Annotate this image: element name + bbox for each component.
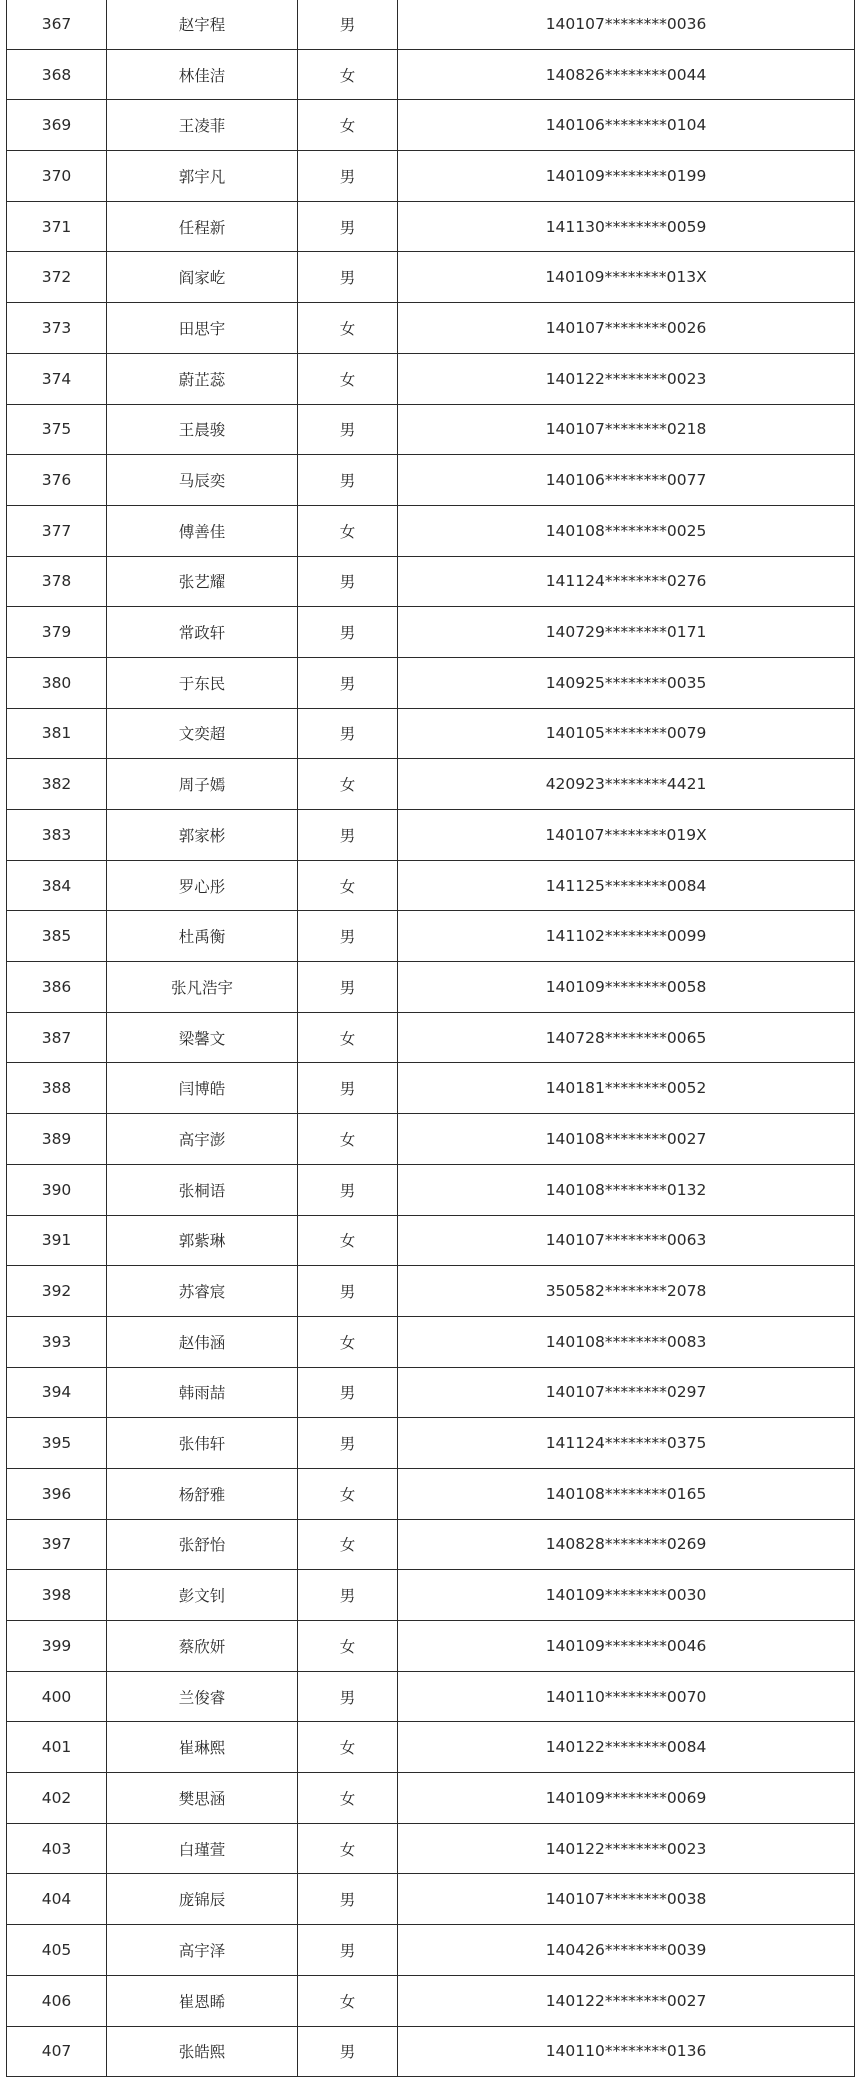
- student-name-cell: 于东民: [107, 657, 298, 708]
- row-number-cell: 397: [7, 1519, 107, 1570]
- table-row: [7, 404, 855, 455]
- row-number-cell: 382: [7, 759, 107, 810]
- table-row: [7, 810, 855, 861]
- gender-cell: 女: [298, 1215, 398, 1266]
- student-name-cell: 高宇泽: [107, 1925, 298, 1976]
- id-number-cell: 350582********2078: [398, 1266, 855, 1317]
- student-name-cell: 常政轩: [107, 607, 298, 658]
- id-number-cell: 140107********0218: [398, 404, 855, 455]
- student-name-cell: 庞锦辰: [107, 1874, 298, 1925]
- gender-cell: 男: [298, 911, 398, 962]
- gender-cell: 女: [298, 1519, 398, 1570]
- gender-cell: 女: [298, 1114, 398, 1165]
- table-row: [7, 1114, 855, 1165]
- student-name-cell: 马辰奕: [107, 455, 298, 506]
- row-number-cell: 402: [7, 1773, 107, 1824]
- id-number-cell: 140426********0039: [398, 1925, 855, 1976]
- gender-cell: 男: [298, 1925, 398, 1976]
- gender-cell: 男: [298, 708, 398, 759]
- table-row: [7, 1519, 855, 1570]
- id-number-cell: 141124********0276: [398, 556, 855, 607]
- gender-cell: 男: [298, 252, 398, 303]
- student-name-cell: 崔恩睎: [107, 1975, 298, 2026]
- table-row: [7, 303, 855, 354]
- gender-cell: 女: [298, 353, 398, 404]
- student-name-cell: 张凡浩宇: [107, 962, 298, 1013]
- student-name-cell: 郭紫琳: [107, 1215, 298, 1266]
- gender-cell: 女: [298, 49, 398, 100]
- row-number-cell: 374: [7, 353, 107, 404]
- gender-cell: 男: [298, 556, 398, 607]
- id-number-cell: 140109********0199: [398, 151, 855, 202]
- id-number-cell: 140109********0046: [398, 1621, 855, 1672]
- table-row: [7, 252, 855, 303]
- gender-cell: 女: [298, 1316, 398, 1367]
- id-number-cell: 140107********0063: [398, 1215, 855, 1266]
- table-row: [7, 1215, 855, 1266]
- id-number-cell: 140109********013X: [398, 252, 855, 303]
- gender-cell: 女: [298, 759, 398, 810]
- gender-cell: 女: [298, 1975, 398, 2026]
- table-row: [7, 1621, 855, 1672]
- gender-cell: 男: [298, 1671, 398, 1722]
- id-number-cell: 140107********0036: [398, 0, 855, 49]
- student-name-cell: 赵宇程: [107, 0, 298, 49]
- row-number-cell: 376: [7, 455, 107, 506]
- row-number-cell: 380: [7, 657, 107, 708]
- table-row: [7, 1367, 855, 1418]
- gender-cell: 女: [298, 100, 398, 151]
- table-row: [7, 1874, 855, 1925]
- student-name-cell: 周子嫣: [107, 759, 298, 810]
- id-number-cell: 140108********0027: [398, 1114, 855, 1165]
- student-name-cell: 梁馨文: [107, 1012, 298, 1063]
- id-number-cell: 140108********0132: [398, 1164, 855, 1215]
- student-name-cell: 杨舒雅: [107, 1468, 298, 1519]
- row-number-cell: 406: [7, 1975, 107, 2026]
- row-number-cell: 400: [7, 1671, 107, 1722]
- table-row: [7, 1164, 855, 1215]
- id-number-cell: 140108********0165: [398, 1468, 855, 1519]
- table-row: [7, 100, 855, 151]
- student-name-cell: 阎家屹: [107, 252, 298, 303]
- row-number-cell: 392: [7, 1266, 107, 1317]
- gender-cell: 男: [298, 1266, 398, 1317]
- gender-cell: 男: [298, 962, 398, 1013]
- student-name-cell: 白瑾萱: [107, 1823, 298, 1874]
- row-number-cell: 383: [7, 810, 107, 861]
- student-name-cell: 兰俊睿: [107, 1671, 298, 1722]
- id-number-cell: 140122********0023: [398, 353, 855, 404]
- row-number-cell: 368: [7, 49, 107, 100]
- row-number-cell: 399: [7, 1621, 107, 1672]
- row-number-cell: 403: [7, 1823, 107, 1874]
- row-number-cell: 388: [7, 1063, 107, 1114]
- student-name-cell: 罗心彤: [107, 860, 298, 911]
- table-row: [7, 505, 855, 556]
- gender-cell: 男: [298, 201, 398, 252]
- id-number-cell: 420923********4421: [398, 759, 855, 810]
- gender-cell: 男: [298, 455, 398, 506]
- student-name-cell: 任程新: [107, 201, 298, 252]
- table-row: [7, 455, 855, 506]
- table-row: [7, 708, 855, 759]
- row-number-cell: 391: [7, 1215, 107, 1266]
- table-row: [7, 2026, 855, 2077]
- id-number-cell: 140107********0026: [398, 303, 855, 354]
- row-number-cell: 407: [7, 2026, 107, 2077]
- id-number-cell: 140110********0070: [398, 1671, 855, 1722]
- id-number-cell: 141124********0375: [398, 1418, 855, 1469]
- id-number-cell: 140108********0083: [398, 1316, 855, 1367]
- student-name-cell: 田思宇: [107, 303, 298, 354]
- row-number-cell: 371: [7, 201, 107, 252]
- table-row: [7, 607, 855, 658]
- student-name-cell: 樊思涵: [107, 1773, 298, 1824]
- table-row: [7, 1925, 855, 1976]
- table-row: [7, 759, 855, 810]
- table-row: [7, 657, 855, 708]
- row-number-cell: 384: [7, 860, 107, 911]
- row-number-cell: 394: [7, 1367, 107, 1418]
- gender-cell: 男: [298, 1164, 398, 1215]
- table-row: [7, 962, 855, 1013]
- id-number-cell: 140106********0104: [398, 100, 855, 151]
- table-row: [7, 1266, 855, 1317]
- gender-cell: 男: [298, 1367, 398, 1418]
- table-row: [7, 860, 855, 911]
- table-row: [7, 1468, 855, 1519]
- table-row: [7, 1012, 855, 1063]
- gender-cell: 女: [298, 1621, 398, 1672]
- student-name-cell: 张桐语: [107, 1164, 298, 1215]
- gender-cell: 男: [298, 657, 398, 708]
- gender-cell: 男: [298, 1570, 398, 1621]
- student-name-cell: 林佳洁: [107, 49, 298, 100]
- gender-cell: 女: [298, 1012, 398, 1063]
- student-name-cell: 高宇澎: [107, 1114, 298, 1165]
- gender-cell: 男: [298, 607, 398, 658]
- table-row: [7, 1418, 855, 1469]
- row-number-cell: 401: [7, 1722, 107, 1773]
- id-number-cell: 140105********0079: [398, 708, 855, 759]
- student-name-cell: 文奕超: [107, 708, 298, 759]
- row-number-cell: 386: [7, 962, 107, 1013]
- gender-cell: 女: [298, 1823, 398, 1874]
- id-number-cell: 140106********0077: [398, 455, 855, 506]
- id-number-cell: 140107********0297: [398, 1367, 855, 1418]
- row-number-cell: 377: [7, 505, 107, 556]
- gender-cell: 男: [298, 404, 398, 455]
- id-number-cell: 140729********0171: [398, 607, 855, 658]
- id-number-cell: 140181********0052: [398, 1063, 855, 1114]
- gender-cell: 男: [298, 1063, 398, 1114]
- row-number-cell: 385: [7, 911, 107, 962]
- row-number-cell: 398: [7, 1570, 107, 1621]
- student-name-cell: 崔琳熙: [107, 1722, 298, 1773]
- row-number-cell: 373: [7, 303, 107, 354]
- row-number-cell: 389: [7, 1114, 107, 1165]
- table-row: [7, 1671, 855, 1722]
- student-name-cell: 张皓熙: [107, 2026, 298, 2077]
- student-name-cell: 蔚芷蕊: [107, 353, 298, 404]
- table-row: [7, 1722, 855, 1773]
- gender-cell: 女: [298, 1722, 398, 1773]
- gender-cell: 男: [298, 151, 398, 202]
- student-name-cell: 苏睿宸: [107, 1266, 298, 1317]
- gender-cell: 男: [298, 2026, 398, 2077]
- id-number-cell: 140108********0025: [398, 505, 855, 556]
- id-number-cell: 141102********0099: [398, 911, 855, 962]
- row-number-cell: 367: [7, 0, 107, 49]
- table-row: [7, 151, 855, 202]
- student-name-cell: 郭宇凡: [107, 151, 298, 202]
- id-number-cell: 140828********0269: [398, 1519, 855, 1570]
- student-name-cell: 张艺耀: [107, 556, 298, 607]
- gender-cell: 男: [298, 0, 398, 49]
- table-row: [7, 353, 855, 404]
- id-number-cell: 140925********0035: [398, 657, 855, 708]
- student-name-cell: 张舒怡: [107, 1519, 298, 1570]
- student-name-cell: 张伟轩: [107, 1418, 298, 1469]
- id-number-cell: 141130********0059: [398, 201, 855, 252]
- row-number-cell: 395: [7, 1418, 107, 1469]
- student-name-cell: 傅善佳: [107, 505, 298, 556]
- student-name-cell: 王晨骏: [107, 404, 298, 455]
- gender-cell: 女: [298, 1773, 398, 1824]
- table-row: [7, 1975, 855, 2026]
- gender-cell: 男: [298, 1418, 398, 1469]
- id-number-cell: 140122********0084: [398, 1722, 855, 1773]
- row-number-cell: 404: [7, 1874, 107, 1925]
- table-row: [7, 556, 855, 607]
- gender-cell: 女: [298, 860, 398, 911]
- student-name-cell: 闫博皓: [107, 1063, 298, 1114]
- id-number-cell: 140728********0065: [398, 1012, 855, 1063]
- row-number-cell: 375: [7, 404, 107, 455]
- table-row: [7, 49, 855, 100]
- table-row: [7, 1316, 855, 1367]
- id-number-cell: 140109********0030: [398, 1570, 855, 1621]
- student-name-cell: 韩雨喆: [107, 1367, 298, 1418]
- table-row: [7, 1570, 855, 1621]
- row-number-cell: 396: [7, 1468, 107, 1519]
- row-number-cell: 372: [7, 252, 107, 303]
- student-name-cell: 王凌菲: [107, 100, 298, 151]
- gender-cell: 女: [298, 505, 398, 556]
- gender-cell: 男: [298, 1874, 398, 1925]
- student-name-cell: 赵伟涵: [107, 1316, 298, 1367]
- gender-cell: 男: [298, 810, 398, 861]
- student-name-cell: 蔡欣妍: [107, 1621, 298, 1672]
- student-name-cell: 杜禹衡: [107, 911, 298, 962]
- row-number-cell: 390: [7, 1164, 107, 1215]
- id-number-cell: 140826********0044: [398, 49, 855, 100]
- row-number-cell: 393: [7, 1316, 107, 1367]
- student-name-cell: 彭文钊: [107, 1570, 298, 1621]
- roster-body: [7, 0, 855, 2077]
- id-number-cell: 140122********0027: [398, 1975, 855, 2026]
- row-number-cell: 378: [7, 556, 107, 607]
- student-roster-table: [6, 0, 855, 2077]
- id-number-cell: 140122********0023: [398, 1823, 855, 1874]
- gender-cell: 女: [298, 1468, 398, 1519]
- row-number-cell: 387: [7, 1012, 107, 1063]
- row-number-cell: 369: [7, 100, 107, 151]
- id-number-cell: 140107********0038: [398, 1874, 855, 1925]
- row-number-cell: 379: [7, 607, 107, 658]
- table-row: [7, 1773, 855, 1824]
- row-number-cell: 381: [7, 708, 107, 759]
- row-number-cell: 405: [7, 1925, 107, 1976]
- table-row: [7, 1063, 855, 1114]
- id-number-cell: 140107********019X: [398, 810, 855, 861]
- student-name-cell: 郭家彬: [107, 810, 298, 861]
- id-number-cell: 140110********0136: [398, 2026, 855, 2077]
- table-row: [7, 0, 855, 49]
- table-row: [7, 201, 855, 252]
- id-number-cell: 141125********0084: [398, 860, 855, 911]
- gender-cell: 女: [298, 303, 398, 354]
- id-number-cell: 140109********0058: [398, 962, 855, 1013]
- id-number-cell: 140109********0069: [398, 1773, 855, 1824]
- row-number-cell: 370: [7, 151, 107, 202]
- table-row: [7, 1823, 855, 1874]
- table-row: [7, 911, 855, 962]
